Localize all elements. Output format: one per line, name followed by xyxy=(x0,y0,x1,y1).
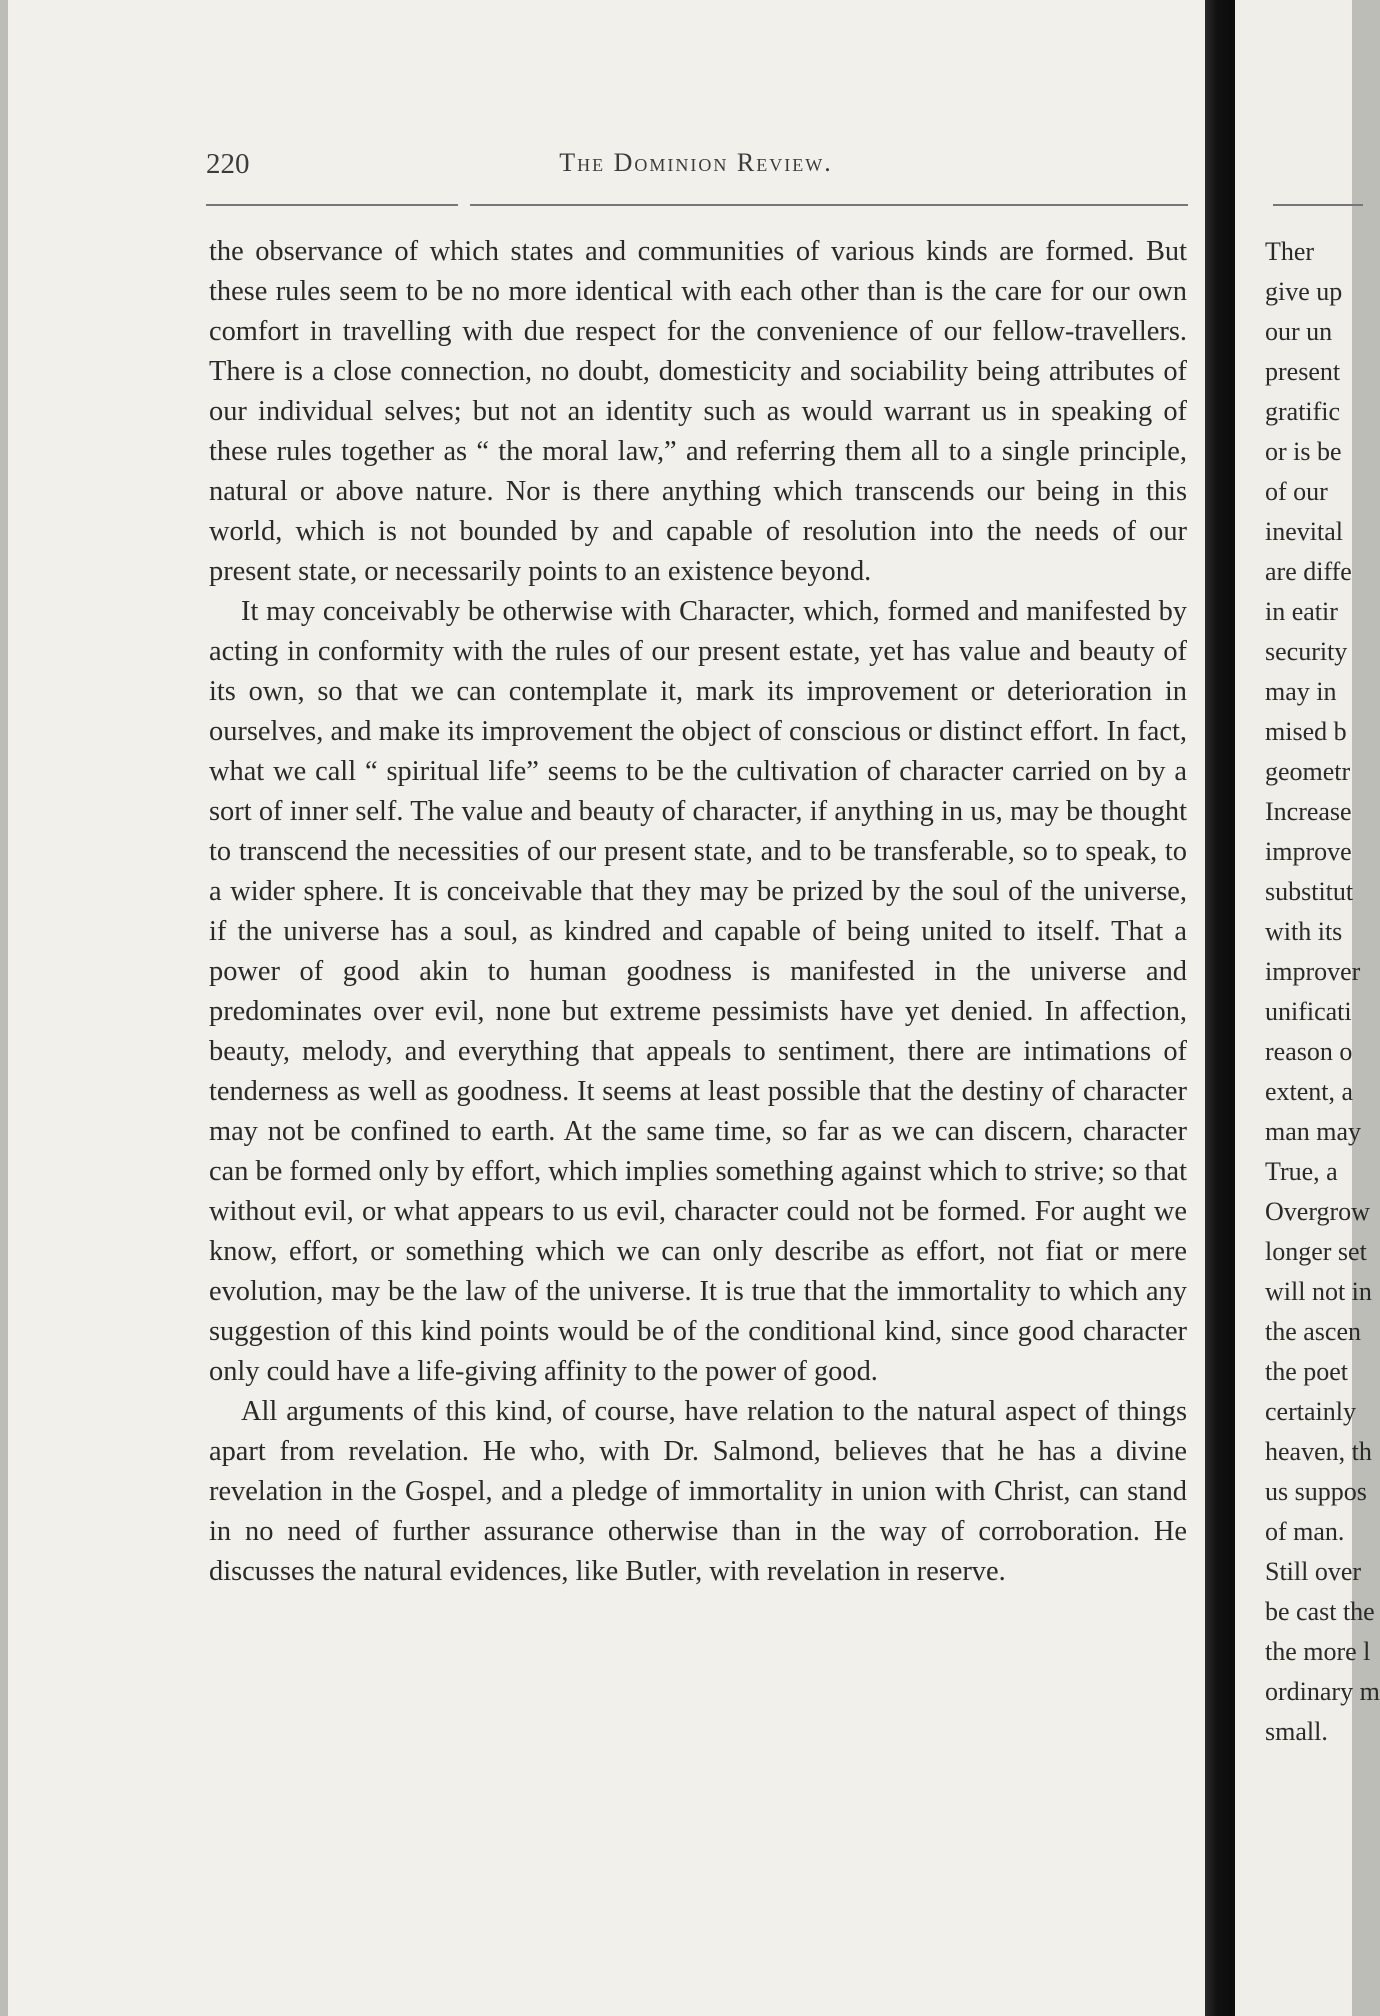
right-page-line: the more l xyxy=(1265,1637,1371,1666)
page-header xyxy=(206,148,1186,188)
right-page-line: Overgrow xyxy=(1265,1197,1370,1226)
right-page-line: mised b xyxy=(1265,717,1347,746)
right-page-line: True, a xyxy=(1265,1157,1338,1186)
right-page-line: improver xyxy=(1265,957,1361,986)
paragraph: the observance of which states and communities of various kinds are formed. But these rules seem to be no more identical with each other than is the care for our own comfort in travelling with due respect for the convenience of our fellow-travellers. There is a close connection, no doubt, domesticity and sociability being attributes of our individual selves; but not an identity such as would warrant us in speaking of these rules together as “ the moral law,” and referring them all to a single principle, natural or above nature. Nor is there anything which transcends our being in this world, which is not bounded by and capable of resolution into the needs of our present state, or necessarily points to an existence beyond. xyxy=(209,236,1187,587)
right-page-line: man may xyxy=(1265,1117,1362,1146)
right-page-line: ordinary m xyxy=(1265,1677,1380,1706)
right-page-line: us suppos xyxy=(1265,1477,1367,1506)
right-page-line: give up xyxy=(1265,277,1343,306)
right-page-line: certainly xyxy=(1265,1397,1356,1426)
right-page-line: will not in xyxy=(1265,1277,1372,1306)
right-page-line: in eatir xyxy=(1265,597,1338,626)
paragraph: It may conceivably be otherwise with Character, which, formed and manifested by acting in conformity with the rules of our present estate, yet has value and beauty of its own, so that we can contemplate it, mark its improvement or deterioration in ourselves, and make its improvement the object of conscious or distinct effort. In fact, what we call “ spiritual life” seems to be the cultivation of character carried on by a sort of inner self. The value and beauty of character, if anything in us, may be thought to transcend the necessities of our present state, and to be transferable, so to speak, to a wider sphere. It is conceivable that they may be prized by the soul of the universe, if the universe has a soul, as kindred and capable of being united to itself. That a power of good akin to human goodness is manifested in the universe and predominates over evil, none but extreme pessimists have yet denied. In affection, beauty, melody, and everything that appeals to sentiment, there are intimations of tenderness as well as goodness. It seems at least possible that the destiny of character may not be confined to earth. At the same time, so far as we can discern, character can be formed only by effort, which implies something against which to strive; so that without evil, or what appears to us evil, character could not be formed. For aught we know, effort, or something which we can only describe as effort, not fiat or mere evolution, may be the law of the universe. It is true that the immortality to which any suggestion of this kind points would be of the conditional kind, since good character only could have a life-giving affinity to the power of good. xyxy=(209,596,1187,1387)
right-page-line: the ascen xyxy=(1265,1317,1362,1346)
right-page-line: improve xyxy=(1265,837,1352,866)
right-page-line: extent, a xyxy=(1265,1077,1354,1106)
right-page-line: are diffe xyxy=(1265,557,1352,586)
right-page-line: heaven, th xyxy=(1265,1437,1372,1466)
right-page-line: inevital xyxy=(1265,517,1343,546)
right-page-line: longer set xyxy=(1265,1237,1367,1266)
right-page-line: security xyxy=(1265,637,1348,666)
right-page-line: Increase xyxy=(1265,797,1352,826)
right-page-line: be cast the xyxy=(1265,1597,1375,1626)
book-spine-gutter xyxy=(1205,0,1235,2016)
header-rule-right xyxy=(470,204,1188,206)
header-rule-left xyxy=(206,204,458,206)
right-page-line: with its xyxy=(1265,917,1343,946)
body-text xyxy=(209,232,1187,1592)
right-page-line: small. xyxy=(1265,1717,1328,1746)
right-page-line: of man. xyxy=(1265,1517,1345,1546)
page-number: 220 xyxy=(206,148,250,180)
right-page-line: geometr xyxy=(1265,757,1351,786)
right-page-line: substitut xyxy=(1265,877,1354,906)
running-title: The Dominion Review. xyxy=(559,148,833,177)
right-page-line: present xyxy=(1265,357,1341,386)
right-page xyxy=(1235,0,1380,2016)
right-page-line: reason o xyxy=(1265,1037,1353,1066)
right-page-line: Ther xyxy=(1265,237,1315,266)
right-page-line: the poet xyxy=(1265,1357,1349,1386)
right-page-line: gratific xyxy=(1265,397,1341,426)
right-page-line: unificati xyxy=(1265,997,1352,1026)
right-page-line: of our xyxy=(1265,477,1328,506)
right-page-line: or is be xyxy=(1265,437,1342,466)
right-page-text-fragments xyxy=(1265,232,1380,1752)
right-header-rule xyxy=(1273,204,1363,206)
right-page-line: may in xyxy=(1265,677,1337,706)
right-page-line: our un xyxy=(1265,317,1333,346)
right-page-line: Still over xyxy=(1265,1557,1362,1586)
paragraph: All arguments of this kind, of course, have relation to the natural aspect of things apart from revelation. He who, with Dr. Salmond, believes that he has a divine revelation in the Gospel, and a pledge of immortality in union with Christ, can stand in no need of further assurance otherwise than in the way of corroboration. He discusses the natural evidences, like Butler, with revelation in reserve. xyxy=(209,1396,1187,1587)
